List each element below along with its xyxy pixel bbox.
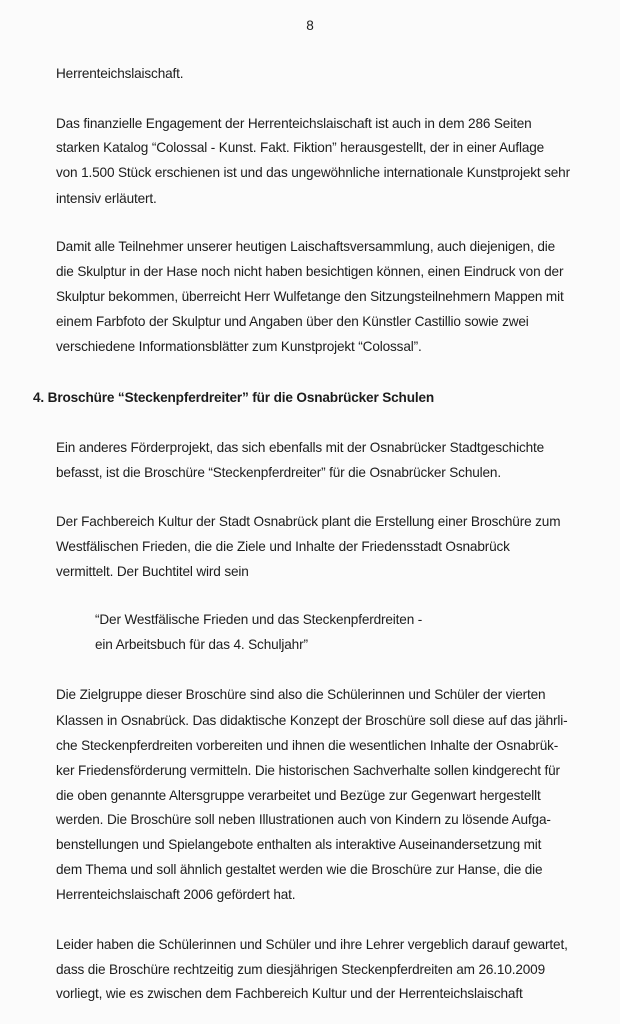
- text-line: Herrenteichslaischaft 2006 gefördert hat.: [56, 887, 296, 902]
- text-line: Skulptur bekommen, überreicht Herr Wulfetange den Sitzungsteilnehmern Mappen mit: [56, 289, 564, 304]
- text-line: verschiedene Informationsblätter zum Kunstprojekt “Colossal”.: [56, 339, 422, 354]
- text-line: dass die Broschüre rechtzeitig zum diesjährigen Steckenpferdreiten am 26.10.2009: [56, 962, 545, 977]
- book-title-quote: “Der Westfälische Frieden und das Steckenpferdreiten -: [95, 612, 423, 627]
- text-line: Damit alle Teilnehmer unserer heutigen Laischaftsversammlung, auch diejenigen, die: [56, 239, 556, 254]
- text-line: von 1.500 Stück erschienen ist und das ungewöhnliche internationale Kunstprojekt sehr: [56, 165, 570, 180]
- text-line: Westfälischen Frieden, die die Ziele und Inhalte der Friedensstadt Osnabrück: [56, 539, 510, 554]
- text-line: intensiv erläutert.: [56, 191, 157, 206]
- text-line: die Skulptur in der Hase noch nicht haben besichtigen können, einen Eindruck von der: [56, 264, 564, 279]
- text-line: befasst, ist die Broschüre “Steckenpferdreiter” für die Osnabrücker Schulen.: [56, 465, 501, 480]
- text-line: Der Fachbereich Kultur der Stadt Osnabrück plant die Erstellung einer Broschüre zum: [56, 514, 561, 529]
- section-heading: 4. Broschüre “Steckenpferdreiter” für die Osnabrücker Schulen: [33, 390, 435, 405]
- text-line: Leider haben die Schülerinnen und Schüler und ihre Lehrer vergeblich darauf gewartet,: [56, 937, 568, 952]
- page-number: 8: [306, 18, 314, 33]
- text-line: Ein anderes Förderprojekt, das sich ebenfalls mit der Osnabrücker Stadtgeschichte: [56, 440, 545, 455]
- text-line: werden. Die Broschüre soll neben Illustrationen auch von Kindern zu lösende Aufga-: [56, 812, 551, 827]
- text-line: ker Friedensförderung vermitteln. Die historischen Sachverhalte sollen kindgerecht für: [56, 763, 560, 778]
- text-line: dem Thema und soll ähnlich gestaltet werden wie die Broschüre zur Hanse, die die: [56, 862, 543, 877]
- text-line: Das finanzielle Engagement der Herrenteichslaischaft ist auch in dem 286 Seiten: [56, 116, 532, 131]
- text-line: Die Zielgruppe dieser Broschüre sind also die Schülerinnen und Schüler der vierten: [56, 687, 546, 702]
- text-line: vermittelt. Der Buchtitel wird sein: [56, 564, 249, 579]
- text-line: benstellungen und Spielangebote enthalten als interaktive Auseinandersetzung mit: [56, 837, 542, 852]
- book-title-quote: ein Arbeitsbuch für das 4. Schuljahr”: [95, 637, 308, 652]
- text-line: che Steckenpferdreiten vorbereiten und ihnen die wesentlichen Inhalte der Osnabrük-: [56, 738, 559, 753]
- text-line: die oben genannte Altersgruppe verarbeitet und Bezüge zur Gegenwart hergestellt: [56, 788, 541, 803]
- text-line: einem Farbfoto der Skulptur und Angaben über den Künstler Castillio sowie zwei: [56, 314, 529, 329]
- text-line: vorliegt, wie es zwischen dem Fachbereich Kultur und der Herrenteichslaischaft: [56, 986, 523, 1001]
- text-line: Herrenteichslaischaft.: [56, 66, 184, 81]
- text-line: Klassen in Osnabrück. Das didaktische Konzept der Broschüre soll diese auf das jährli-: [56, 713, 568, 728]
- text-line: starken Katalog “Colossal - Kunst. Fakt. Fiktion” herausgestellt, der in einer Auflage: [56, 140, 545, 155]
